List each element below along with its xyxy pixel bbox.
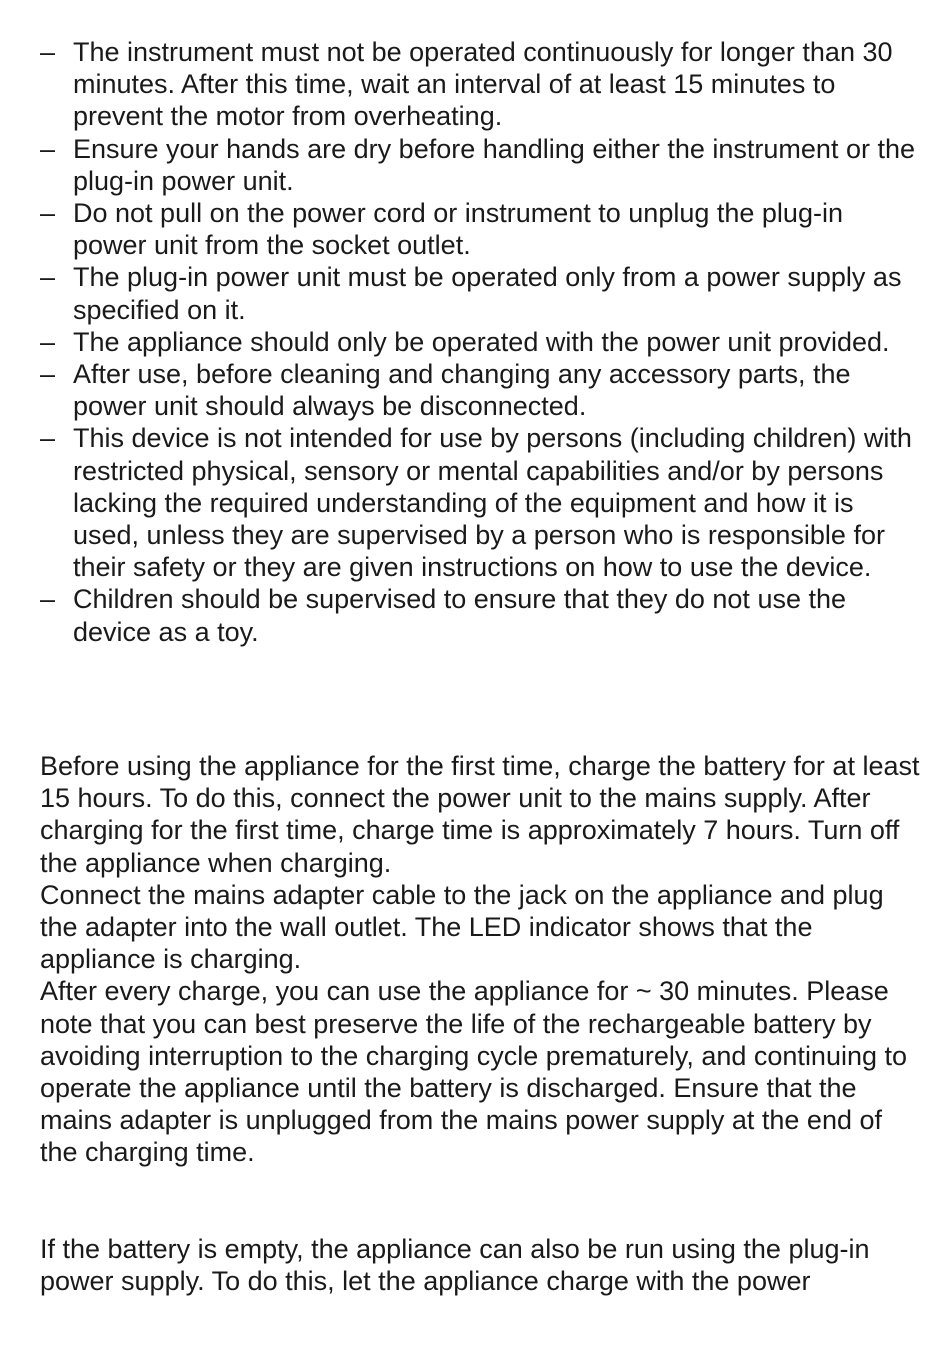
dash-marker: – bbox=[40, 198, 56, 229]
list-item-text: After use, before cleaning and changing any accessory parts, the power unit should always be disconnected. bbox=[73, 359, 851, 422]
dash-marker: – bbox=[40, 37, 56, 67]
dash-marker: – bbox=[40, 133, 56, 164]
dash-marker: – bbox=[40, 584, 56, 615]
power-supply-section bbox=[40, 1233, 920, 1297]
list-item-text: The appliance should only be operated with the power unit provided. bbox=[73, 326, 890, 357]
dash-marker: – bbox=[40, 262, 56, 293]
list-item-text: Children should be supervised to ensure that they do not use the device as a toy. bbox=[73, 584, 847, 647]
list-item bbox=[40, 197, 915, 261]
list-item-text: This device is not intended for use by persons (including children) with restricted physical, sensory or mental capabilities and/or by persons lacking the required understanding of the equipment and how it is used, unless they are supervised by a person who is responsible for their safety or they are given instructions on how to use the device. bbox=[73, 423, 912, 583]
charging-section bbox=[40, 750, 920, 1169]
list-item-text: The plug-in power unit must be operated only from a power supply as specified on it. bbox=[73, 262, 902, 325]
paragraph: If the battery is empty, the appliance can also be run using the plug-in power supply. To do this, let the appliance charge with the power bbox=[40, 1234, 870, 1297]
dash-marker: – bbox=[40, 326, 56, 357]
list-item bbox=[40, 422, 915, 583]
paragraph: After every charge, you can use the appliance for ~ 30 minutes. Please note that you can best preserve the life of the rechargeable battery by avoiding interruption to the charging cycle prematurely, and continuing to operate the appliance until the battery is discharged. Ensure that the mains adapter is unplugged from the mains power supply at the end of the charging time. bbox=[40, 976, 908, 1168]
list-item bbox=[40, 326, 915, 358]
paragraph: Before using the appliance for the first time, charge the battery for at least 15 hours. To do this, connect the power unit to the mains supply. After charging for the first time, charge time is approximately 7 hours. Turn off the appliance when charging. bbox=[40, 751, 920, 878]
list-item-text: Do not pull on the power cord or instrument to unplug the plug-in power unit from the socket outlet. bbox=[73, 198, 843, 261]
list-item-text: Ensure your hands are dry before handling either the instrument or the plug-in power unit. bbox=[73, 133, 915, 196]
list-item bbox=[40, 358, 915, 422]
dash-marker: – bbox=[40, 359, 56, 390]
paragraph: Connect the mains adapter cable to the jack on the appliance and plug the adapter into the wall outlet. The LED indicator shows that the appliance is charging. bbox=[40, 879, 884, 975]
safety-instructions-list bbox=[40, 36, 915, 648]
list-item bbox=[40, 36, 915, 133]
list-item bbox=[40, 583, 915, 647]
list-item bbox=[40, 133, 915, 197]
list-item-text: The instrument must not be operated continuously for longer than 30 minutes. After this time, wait an interval of at least 15 minutes to prevent the motor from overheating. bbox=[73, 37, 893, 132]
list-item bbox=[40, 261, 915, 325]
dash-marker: – bbox=[40, 423, 56, 454]
